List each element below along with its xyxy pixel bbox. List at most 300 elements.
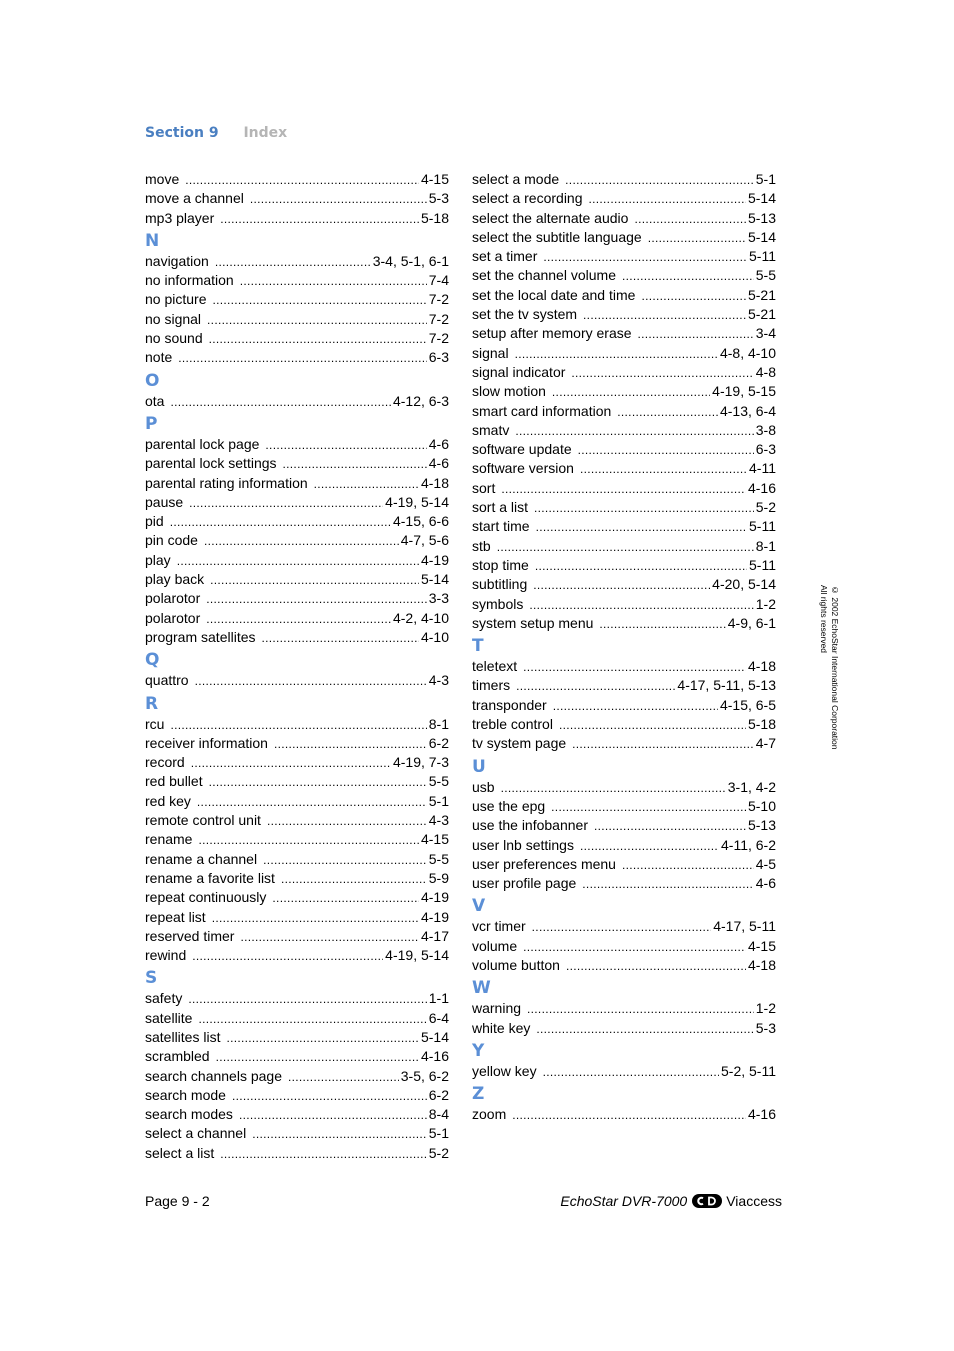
- section-label: Section 9: [145, 125, 219, 141]
- index-term: software update: [472, 441, 572, 458]
- index-term: set the local date and time: [472, 286, 636, 303]
- index-term: pid: [145, 513, 164, 530]
- index-entry: [145, 1124, 449, 1143]
- index-term: sort a list: [472, 499, 529, 516]
- index-pages: 4-19: [420, 908, 449, 925]
- index-entry: [145, 1144, 449, 1163]
- index-entry: [472, 459, 776, 478]
- dot-leader: [617, 403, 718, 422]
- dot-leader: [288, 1068, 399, 1087]
- index-term: satellites list: [145, 1028, 221, 1045]
- index-pages: 4-19: [420, 889, 449, 906]
- index-term: rename a channel: [145, 850, 258, 867]
- index-pages: 4-7, 5-6: [400, 532, 449, 549]
- index-entry: [145, 170, 449, 189]
- index-entry: [145, 348, 449, 367]
- dot-leader: [188, 990, 426, 1009]
- index-letter-heading: P: [145, 413, 158, 434]
- index-term: stop time: [472, 556, 529, 573]
- index-term: select the subtitle language: [472, 228, 642, 245]
- index-term: record: [145, 754, 185, 771]
- dot-leader: [529, 596, 753, 615]
- index-term: slow motion: [472, 383, 546, 400]
- index-term: warning: [472, 1000, 522, 1017]
- index-term: parental rating information: [145, 474, 308, 491]
- index-pages: 4-7: [755, 735, 776, 752]
- index-entry: [472, 421, 776, 440]
- index-term: signal: [472, 344, 509, 361]
- index-pages: 4-9, 6-1: [727, 614, 776, 631]
- index-pages: 3-4: [755, 325, 776, 342]
- index-term: use the epg: [472, 797, 546, 814]
- index-pages: 5-21: [747, 306, 776, 323]
- index-term: polarotor: [145, 590, 201, 607]
- index-term: scrambled: [145, 1048, 210, 1065]
- index-term: search modes: [145, 1106, 233, 1123]
- dot-leader: [497, 538, 754, 557]
- index-entry: [145, 310, 449, 329]
- dot-leader: [622, 267, 754, 286]
- copyright-notice: [812, 585, 840, 765]
- index-term: rename a favorite list: [145, 869, 275, 886]
- dot-leader: [589, 190, 746, 209]
- index-pages: 5-5: [755, 267, 776, 284]
- index-pages: 5-13: [747, 209, 776, 226]
- index-term: move: [145, 171, 180, 187]
- dot-leader: [198, 831, 419, 850]
- dot-leader: [559, 716, 746, 735]
- dot-leader: [536, 518, 747, 537]
- section-title: Index: [243, 125, 288, 141]
- index-entry: [472, 537, 776, 556]
- index-letter-heading: W: [472, 978, 491, 999]
- index-entry: [472, 797, 776, 816]
- index-entry: [472, 1062, 776, 1081]
- index-pages: 4-6: [755, 875, 776, 892]
- index-pages: 4-18: [420, 474, 449, 491]
- dot-leader: [220, 1145, 427, 1164]
- dot-leader: [198, 1010, 426, 1029]
- index-pages: 5-2, 5-11: [721, 1062, 776, 1079]
- index-pages: 5-14: [420, 571, 449, 588]
- index-pages: 8-1: [428, 715, 449, 732]
- dot-leader: [501, 779, 726, 798]
- dot-leader: [240, 272, 427, 291]
- dot-leader: [515, 345, 718, 364]
- dot-leader: [170, 393, 390, 412]
- index-pages: 4-15: [420, 171, 449, 187]
- index-term: rename: [145, 831, 193, 848]
- dot-leader: [634, 210, 746, 229]
- index-pages: 4-15: [747, 937, 776, 954]
- index-pages: 5-9: [428, 869, 449, 886]
- dot-leader: [543, 1063, 719, 1082]
- index-entry: [472, 816, 776, 835]
- index-pages: 5-1: [428, 1125, 449, 1142]
- index-column-right: [472, 170, 776, 1124]
- index-entry: [472, 189, 776, 208]
- index-entry: [145, 946, 449, 965]
- index-pages: 4-15, 6-6: [392, 513, 449, 530]
- index-pages: 5-3: [428, 190, 449, 207]
- index-pages: 4-19: [420, 551, 449, 568]
- index-pages: 1-2: [755, 1000, 776, 1017]
- index-pages: 5-21: [747, 286, 776, 303]
- index-term: parental lock settings: [145, 455, 277, 472]
- dot-leader: [594, 817, 746, 836]
- index-pages: 4-3: [428, 672, 449, 689]
- dot-leader: [516, 677, 675, 696]
- index-pages: 4-19, 5-14: [385, 493, 449, 510]
- index-entry: [472, 247, 776, 266]
- dot-leader: [210, 571, 419, 590]
- index-entry: [472, 402, 776, 421]
- index-entry: [472, 517, 776, 536]
- dot-leader: [206, 610, 391, 629]
- index-term: parental lock page: [145, 435, 260, 452]
- index-pages: 4-8, 4-10: [719, 344, 776, 361]
- index-entry: [472, 344, 776, 363]
- index-pages: 7-2: [428, 291, 449, 308]
- dot-leader: [262, 629, 419, 648]
- index-term: no information: [145, 272, 234, 289]
- index-pages: 4-18: [747, 658, 776, 675]
- index-pages: 4-15: [420, 831, 449, 848]
- dot-leader: [207, 311, 427, 330]
- index-entry: [145, 908, 449, 927]
- index-entry: [145, 753, 449, 772]
- index-term: transponder: [472, 696, 547, 713]
- index-term: sort: [472, 479, 496, 496]
- index-pages: 4-6: [428, 455, 449, 472]
- index-term: smatv: [472, 421, 510, 438]
- index-term: program satellites: [145, 628, 256, 645]
- dot-leader: [212, 909, 419, 928]
- index-letter-heading: N: [145, 230, 160, 251]
- index-term: no sound: [145, 330, 203, 347]
- dot-leader: [267, 812, 427, 831]
- dot-leader: [641, 287, 746, 306]
- index-entry: [145, 1028, 449, 1047]
- dot-leader: [283, 455, 427, 474]
- dot-leader: [578, 441, 754, 460]
- index-term: select a list: [145, 1144, 215, 1161]
- dot-leader: [250, 190, 427, 209]
- brand-name: Viaccess: [726, 1193, 782, 1209]
- dot-leader: [252, 1125, 427, 1144]
- index-entry: [472, 956, 776, 975]
- dot-leader: [272, 889, 419, 908]
- index-term: pause: [145, 493, 184, 510]
- index-entry: [145, 628, 449, 647]
- page-header: [145, 125, 287, 141]
- index-pages: 4-18: [747, 956, 776, 973]
- index-pages: 4-16: [747, 1106, 776, 1123]
- index-pages: 3-3: [428, 590, 449, 607]
- index-term: smart card information: [472, 402, 612, 419]
- index-term: rewind: [145, 947, 187, 964]
- dot-leader: [534, 499, 754, 518]
- index-pages: 5-14: [747, 228, 776, 245]
- index-term: play back: [145, 571, 205, 588]
- index-pages: 5-18: [420, 209, 449, 226]
- index-entry: [472, 209, 776, 228]
- dot-leader: [515, 422, 753, 441]
- index-entry: [472, 479, 776, 498]
- dot-leader: [622, 856, 754, 875]
- index-entry: [472, 266, 776, 285]
- dot-leader: [189, 494, 383, 513]
- dot-leader: [552, 383, 710, 402]
- footer-product: [560, 1193, 782, 1209]
- index-term: symbols: [472, 595, 524, 612]
- index-term: user lnb settings: [472, 836, 574, 853]
- index-term: search channels page: [145, 1067, 282, 1084]
- index-term: navigation: [145, 252, 209, 269]
- index-entry: [472, 874, 776, 893]
- index-entry: [472, 228, 776, 247]
- index-pages: 4-10: [420, 628, 449, 645]
- index-term: no signal: [145, 310, 202, 327]
- index-pages: 4-17: [420, 927, 449, 944]
- index-pages: 4-20, 5-14: [712, 576, 776, 593]
- index-pages: 4-16: [747, 479, 776, 496]
- index-term: satellite: [145, 1009, 193, 1026]
- dot-leader: [543, 248, 747, 267]
- dot-leader: [215, 253, 371, 272]
- index-term: select a mode: [472, 171, 560, 187]
- index-entry: [472, 917, 776, 936]
- index-term: select a channel: [145, 1125, 247, 1142]
- index-pages: 3-1, 4-2: [727, 778, 776, 795]
- index-term: search mode: [145, 1086, 226, 1103]
- index-pages: 4-19, 5-15: [712, 383, 776, 400]
- index-pages: 4-8: [755, 363, 776, 380]
- dot-leader: [648, 229, 746, 248]
- index-pages: 4-19, 5-14: [385, 947, 449, 964]
- dot-leader: [566, 957, 746, 976]
- index-entry: [145, 811, 449, 830]
- dot-leader: [553, 697, 718, 716]
- index-term: user preferences menu: [472, 855, 616, 872]
- dot-leader: [571, 364, 753, 383]
- dot-leader: [216, 1048, 419, 1067]
- index-entry: [145, 715, 449, 734]
- index-pages: 5-14: [420, 1028, 449, 1045]
- index-pages: 5-18: [747, 716, 776, 733]
- dot-leader: [523, 938, 746, 957]
- index-term: set the tv system: [472, 306, 578, 323]
- index-entry: [145, 772, 449, 791]
- index-pages: 3-5, 6-2: [400, 1067, 449, 1084]
- page-number: Page 9 - 2: [145, 1193, 210, 1209]
- dot-leader: [551, 798, 746, 817]
- dot-leader: [565, 171, 754, 190]
- index-entry: [472, 734, 776, 753]
- dot-leader: [599, 615, 725, 634]
- dot-leader: [582, 875, 753, 894]
- index-entry: [145, 927, 449, 946]
- index-term: select a recording: [472, 190, 583, 207]
- index-pages: 4-17, 5-11: [713, 918, 776, 935]
- index-letter-heading: V: [472, 896, 486, 917]
- index-entry: [472, 778, 776, 797]
- index-term: rcu: [145, 715, 165, 732]
- index-entry: [145, 671, 449, 690]
- index-entry: [472, 595, 776, 614]
- index-term: volume: [472, 937, 518, 954]
- dot-leader: [209, 773, 427, 792]
- dot-leader: [532, 918, 712, 937]
- index-entry: [145, 474, 449, 493]
- index-entry: [145, 609, 449, 628]
- index-entry: [472, 676, 776, 695]
- index-pages: 3-4, 5-1, 6-1: [372, 252, 449, 269]
- index-pages: 6-4: [428, 1009, 449, 1026]
- index-entry: [472, 305, 776, 324]
- dot-leader: [191, 754, 391, 773]
- index-pages: 6-2: [428, 734, 449, 751]
- index-term: yellow key: [472, 1062, 537, 1079]
- index-pages: 7-2: [428, 330, 449, 347]
- index-entry: [472, 286, 776, 305]
- index-entry: [472, 440, 776, 459]
- index-entry: [145, 329, 449, 348]
- index-term: vcr timer: [472, 918, 526, 935]
- dot-leader: [178, 349, 427, 368]
- index-entry: [472, 170, 776, 189]
- index-pages: 5-1: [755, 171, 776, 187]
- index-pages: 5-2: [428, 1144, 449, 1161]
- dot-leader: [274, 735, 427, 754]
- index-entry: [145, 1105, 449, 1124]
- dot-leader: [314, 475, 419, 494]
- dot-leader: [580, 837, 719, 856]
- dot-leader: [512, 1106, 746, 1125]
- index-entry: [145, 189, 449, 208]
- index-pages: 7-2: [428, 310, 449, 327]
- index-pages: 4-16: [420, 1048, 449, 1065]
- index-pages: 1-1: [428, 990, 449, 1007]
- index-term: red bullet: [145, 773, 203, 790]
- index-term: use the infobanner: [472, 817, 588, 834]
- index-entry: [472, 715, 776, 734]
- index-entry: [145, 570, 449, 589]
- index-pages: 5-5: [428, 773, 449, 790]
- dot-leader: [185, 171, 419, 190]
- index-entry: [145, 454, 449, 473]
- index-pages: 5-13: [747, 817, 776, 834]
- index-term: software version: [472, 460, 574, 477]
- dot-leader: [501, 480, 746, 499]
- index-term: no picture: [145, 291, 207, 308]
- index-pages: 5-3: [755, 1019, 776, 1036]
- dot-leader: [638, 325, 754, 344]
- dot-leader: [533, 576, 710, 595]
- index-pages: 4-12, 6-3: [392, 392, 449, 409]
- index-term: white key: [472, 1019, 531, 1036]
- index-term: start time: [472, 518, 530, 535]
- index-pages: 7-4: [428, 272, 449, 289]
- dot-leader: [265, 436, 426, 455]
- dot-leader: [583, 306, 746, 325]
- index-pages: 5-10: [747, 797, 776, 814]
- index-pages: 6-3: [755, 441, 776, 458]
- index-term: usb: [472, 778, 495, 795]
- index-term: tv system page: [472, 735, 567, 752]
- index-pages: 4-3: [428, 812, 449, 829]
- index-pages: 4-13, 6-4: [719, 402, 776, 419]
- index-pages: 5-11: [749, 518, 776, 535]
- index-letter-heading: S: [145, 968, 158, 989]
- index-pages: 6-2: [428, 1086, 449, 1103]
- index-entry: [472, 614, 776, 633]
- index-entry: [145, 869, 449, 888]
- index-pages: 4-5: [755, 855, 776, 872]
- dot-leader: [212, 291, 426, 310]
- index-entry: [145, 989, 449, 1008]
- index-entry: [472, 1019, 776, 1038]
- rights-line: All rights reserved: [819, 585, 829, 654]
- dot-leader: [523, 658, 746, 677]
- index-pages: 4-11: [749, 460, 776, 477]
- index-letter-heading: R: [145, 693, 159, 714]
- index-term: play: [145, 551, 171, 568]
- dot-leader: [263, 851, 427, 870]
- index-term: stb: [472, 537, 491, 554]
- index-entry: [472, 382, 776, 401]
- dot-leader: [206, 590, 427, 609]
- index-pages: 8-4: [428, 1106, 449, 1123]
- index-term: receiver information: [145, 734, 268, 751]
- index-letter-heading: U: [472, 756, 486, 777]
- index-entry: [472, 1105, 776, 1124]
- index-term: repeat list: [145, 908, 206, 925]
- index-pages: 4-11, 6-2: [721, 836, 776, 853]
- product-name: EchoStar DVR-7000: [560, 1193, 688, 1209]
- index-entry: [145, 589, 449, 608]
- index-column-left: [145, 170, 449, 1163]
- index-term: set a timer: [472, 248, 538, 265]
- index-term: polarotor: [145, 609, 201, 626]
- dot-leader: [580, 460, 747, 479]
- index-pages: 4-15, 6-5: [719, 696, 776, 713]
- dot-leader: [195, 672, 427, 691]
- index-pages: 1-2: [755, 595, 776, 612]
- index-term: ota: [145, 392, 165, 409]
- index-entry: [145, 271, 449, 290]
- index-pages: 8-1: [755, 537, 776, 554]
- index-entry: [145, 1086, 449, 1105]
- index-term: setup after memory erase: [472, 325, 632, 342]
- index-entry: [145, 850, 449, 869]
- index-term: volume button: [472, 956, 560, 973]
- dot-leader: [281, 870, 427, 889]
- index-pages: 4-2, 4-10: [392, 609, 449, 626]
- index-term: reserved timer: [145, 927, 235, 944]
- index-term: remote control unit: [145, 812, 261, 829]
- index-entry: [145, 734, 449, 753]
- index-term: quattro: [145, 672, 189, 689]
- dot-leader: [240, 928, 419, 947]
- dot-leader: [204, 532, 399, 551]
- index-term: timers: [472, 677, 511, 694]
- index-term: red key: [145, 792, 191, 809]
- index-entry: [472, 363, 776, 382]
- index-pages: 5-2: [755, 499, 776, 516]
- dot-leader: [527, 1000, 754, 1019]
- index-letter-heading: Q: [145, 650, 160, 671]
